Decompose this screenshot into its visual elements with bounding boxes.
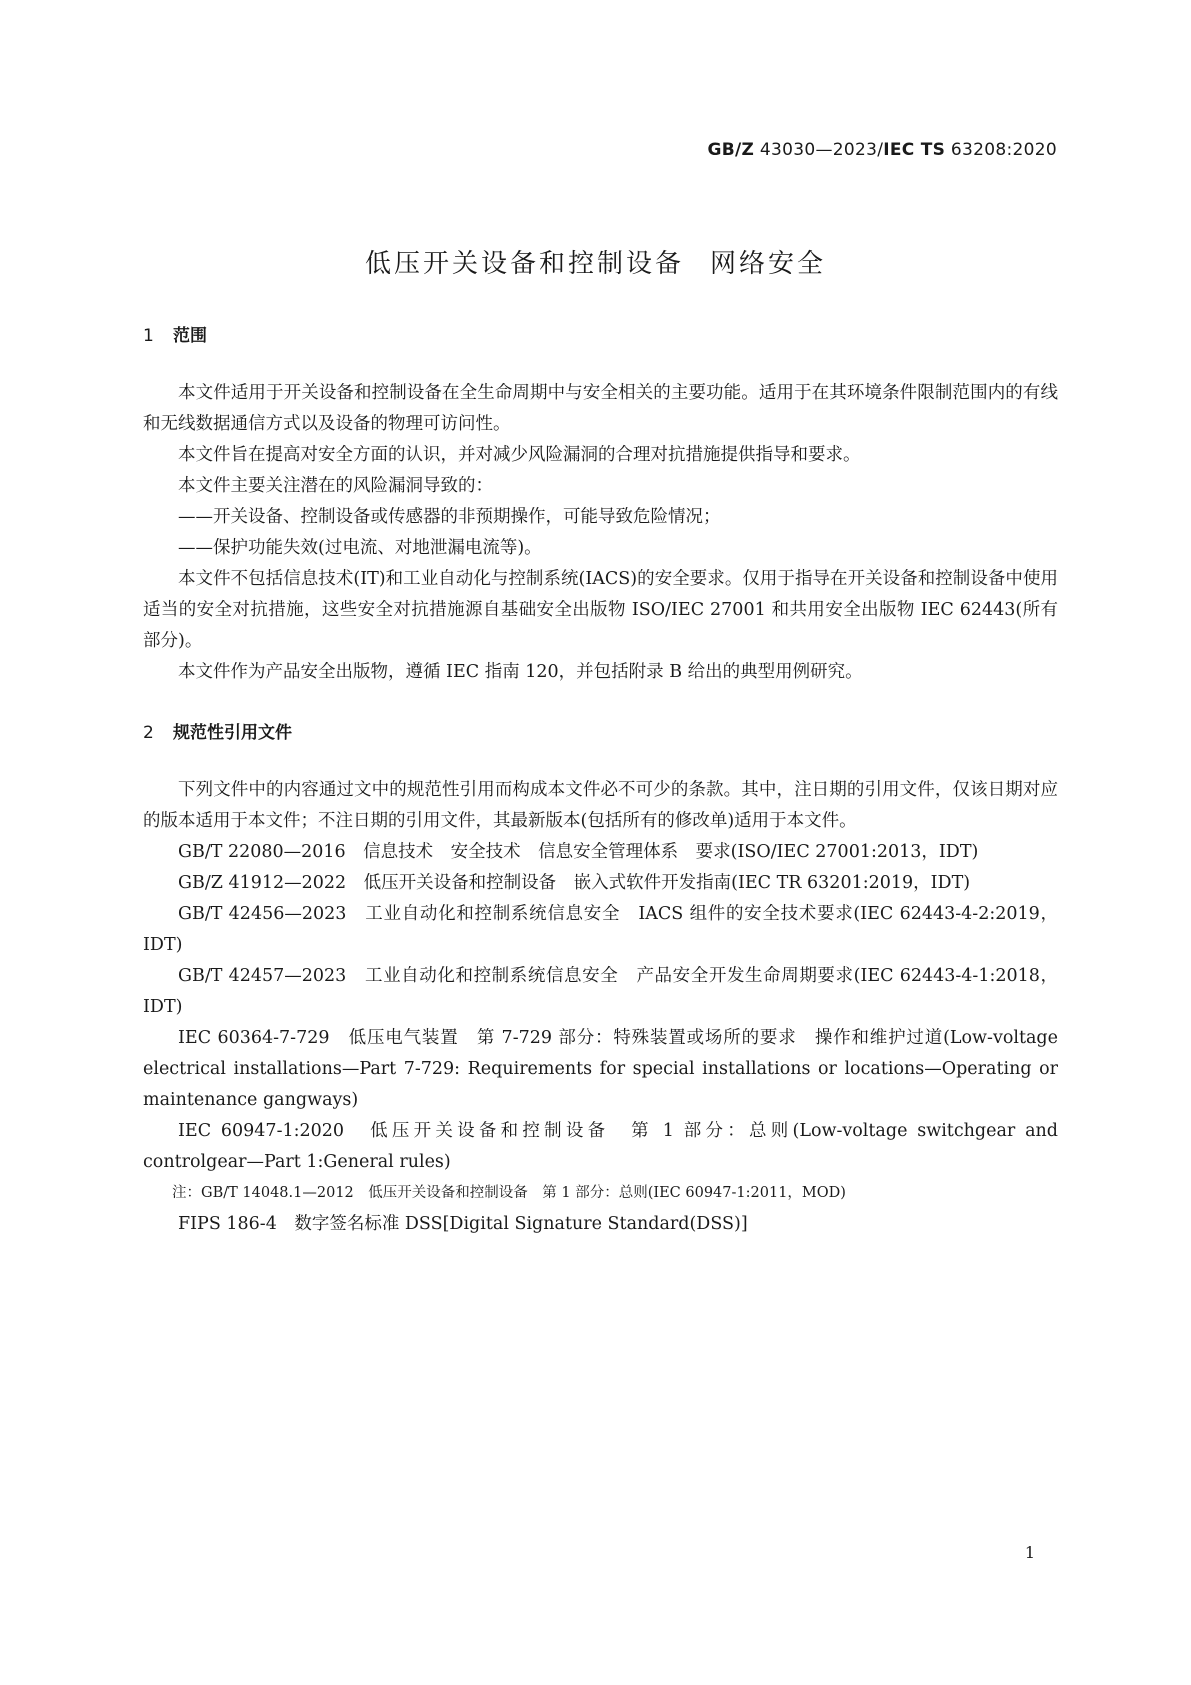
std-code-number: 43030—2023/ (754, 140, 884, 160)
scope-paragraph: 本文件适用于开关设备和控制设备在全生命周期中与安全相关的主要功能。适用于在其环境条件限制范围内的有线和无线数据通信方式以及设备的物理可访问性。 (143, 383, 1058, 434)
section-1-heading (143, 321, 207, 346)
section-1-title: 范围 (173, 326, 207, 346)
page-number: 1 (1024, 1543, 1035, 1562)
std-iec-number: 63208:2020 (945, 140, 1057, 160)
section-2-number: 2 (143, 723, 154, 743)
title-main: 低压开关设备和控制设备 (364, 249, 684, 279)
section-2-heading (143, 718, 292, 743)
references-intro: 下列文件中的内容通过文中的规范性引用而构成本文件必不可少的条款。其中，注日期的引用文件，仅该日期对应的版本适用于本文件；不注日期的引用文件，其最新版本(包括所有的修改单)适用于本文件。 (143, 780, 1058, 831)
section-2-title: 规范性引用文件 (173, 723, 292, 743)
reference-item: GB/T 42456—2023 工业自动化和控制系统信息安全 IACS 组件的安全技术要求(IEC 62443-4-2:2019，IDT) (143, 904, 1058, 955)
scope-paragraph: 本文件作为产品安全出版物，遵循 IEC 指南 120，并包括附录 B 给出的典型用例研究。 (178, 662, 863, 682)
reference-item: IEC 60947-1:2020 低压开关设备和控制设备 第 1 部分：总则(Low-voltage switchgear and controlgear—Part 1:General rules) (143, 1121, 1058, 1172)
document-title (0, 243, 1191, 280)
reference-note: 注：GB/T 14048.1—2012 低压开关设备和控制设备 第 1 部分：总则(IEC 60947-1:2011，MOD) (172, 1185, 846, 1201)
reference-item: GB/T 42457—2023 工业自动化和控制系统信息安全 产品安全开发生命周期要求(IEC 62443-4-1:2018，IDT) (143, 966, 1058, 1017)
std-code-prefix: GB/Z (707, 140, 755, 160)
scope-paragraph: 本文件不包括信息技术(IT)和工业自动化与控制系统(IACS)的安全要求。仅用于指导在开关设备和控制设备中使用适当的安全对抗措施，这些安全对抗措施源自基础安全出版物 ISO/IEC 27001 和共用安全出版物 IEC 62443(所有部分)。 (143, 569, 1058, 651)
section-1-body (143, 378, 1058, 688)
standard-number-header (708, 140, 1058, 160)
section-1-number: 1 (143, 326, 154, 346)
section-2-body (143, 775, 1058, 1240)
scope-paragraph: 本文件主要关注潜在的风险漏洞导致的： (178, 476, 493, 496)
scope-paragraph: 本文件旨在提高对安全方面的认识，并对减少风险漏洞的合理对抗措施提供指导和要求。 (178, 445, 861, 465)
scope-list-item: ——保护功能失效(过电流、对地泄漏电流等)。 (178, 538, 542, 558)
reference-item: GB/Z 41912—2022 低压开关设备和控制设备 嵌入式软件开发指南(IEC TR 63201:2019，IDT) (178, 873, 971, 893)
reference-item: IEC 60364-7-729 低压电气装置 第 7-729 部分：特殊装置或场所的要求 操作和维护过道(Low-voltage electrical installations—Part 7-729: Requirements for special installations or locations—Operating or maintenance gangways) (143, 1028, 1058, 1110)
title-sub: 网络安全 (710, 249, 827, 279)
std-iec-prefix: IEC TS (883, 140, 946, 160)
reference-item: GB/T 22080—2016 信息技术 安全技术 信息安全管理体系 要求(ISO/IEC 27001:2013，IDT) (178, 842, 979, 862)
reference-item: FIPS 186-4 数字签名标准 DSS[Digital Signature Standard(DSS)] (178, 1214, 748, 1234)
scope-list-item: ——开关设备、控制设备或传感器的非预期操作，可能导致危险情况； (178, 507, 721, 527)
